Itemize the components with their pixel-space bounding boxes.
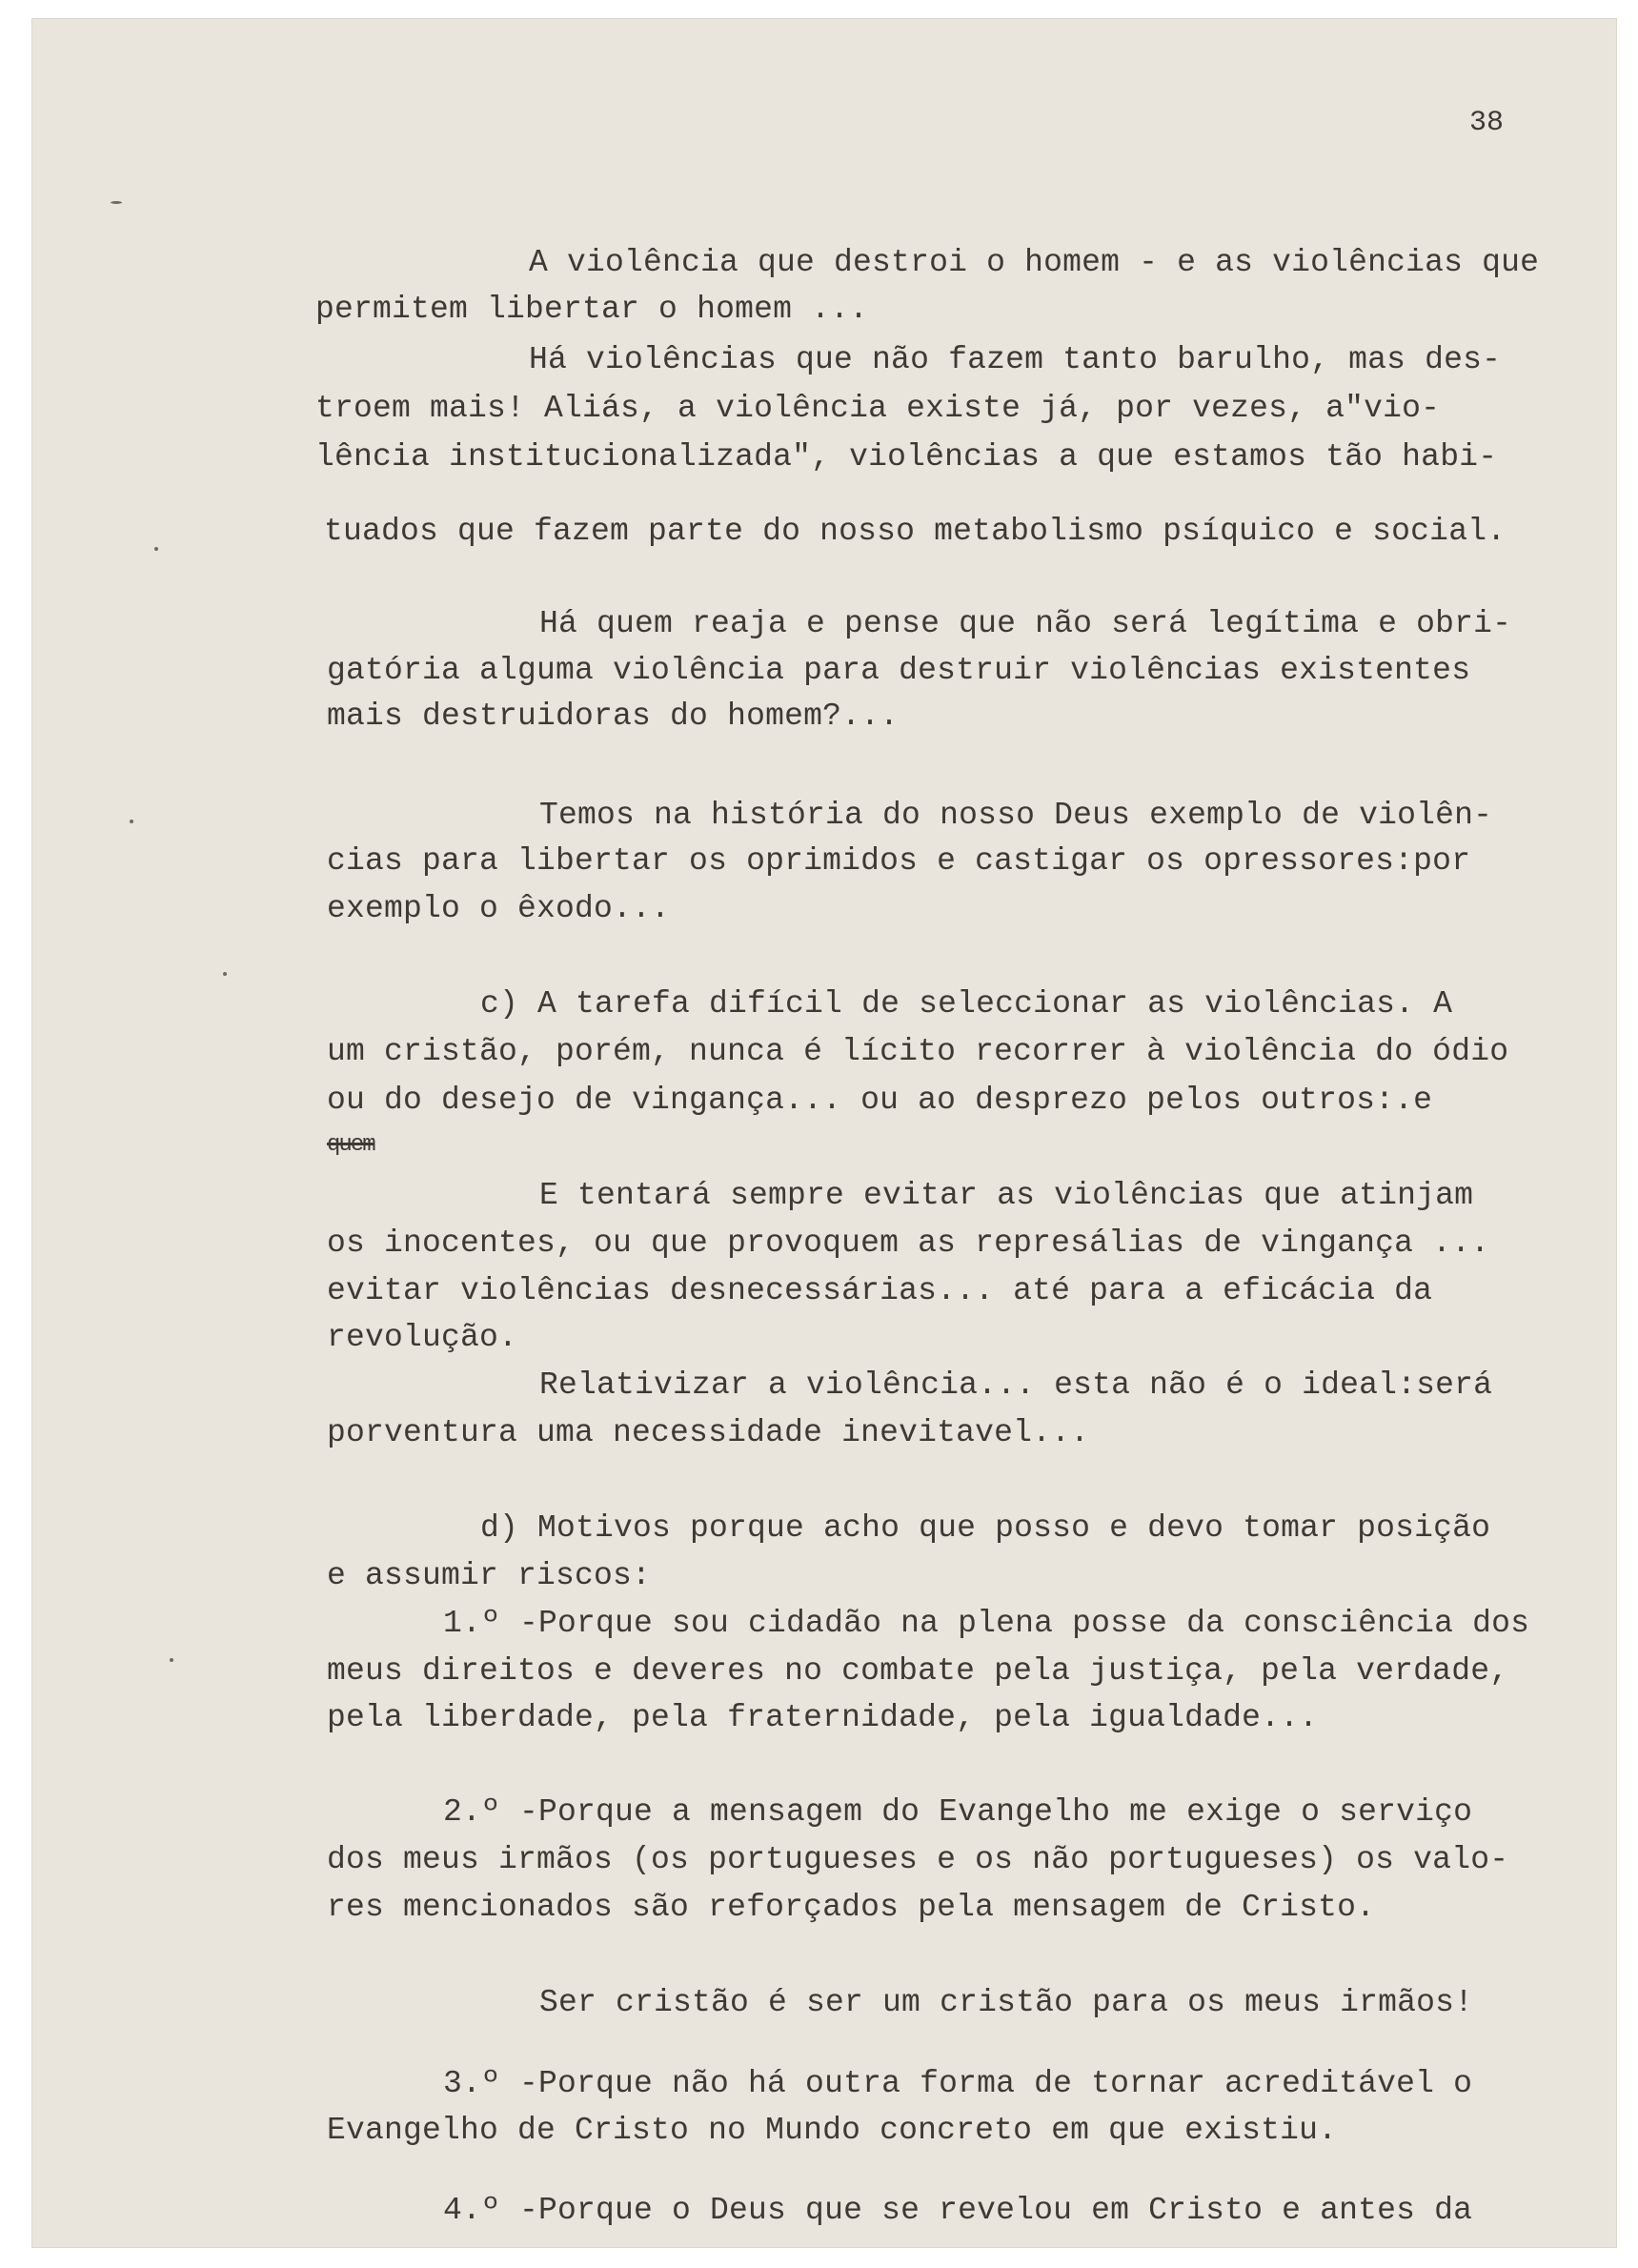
text-line: Evangelho de Cristo no Mundo concreto em que existiu.	[327, 2113, 1338, 2148]
text-line: Há quem reaja e pense que não será legítima e obri-	[539, 606, 1512, 641]
struck-out-word: quem	[327, 1132, 374, 1158]
text-line: E tentará sempre evitar as violências que atinjam	[539, 1178, 1474, 1213]
paper-speck	[223, 972, 227, 976]
text-line: evitar violências desnecessárias... até para a eficácia da	[327, 1273, 1433, 1308]
text-line: dos meus irmãos (os portugueses e os não portugueses) os valo-	[327, 1842, 1509, 1877]
section-heading: c) A tarefa difícil de seleccionar as violências. A	[480, 986, 1453, 1022]
text-line: os inocentes, ou que provoquem as represálias de vingança ...	[327, 1225, 1490, 1261]
text-line: porventura uma necessidade inevitavel...	[327, 1415, 1090, 1450]
page-number: 38	[1469, 107, 1505, 139]
text-line: Relativizar a violência... esta não é o ideal:será	[539, 1367, 1493, 1403]
text-line: um cristão, porém, nunca é lícito recorrer à violência do ódio	[327, 1034, 1509, 1069]
section-heading: d) Motivos porque acho que posso e devo tomar posição	[480, 1510, 1491, 1546]
text-line: tuados que fazem parte do nosso metabolismo psíquico e social.	[324, 514, 1507, 549]
text-line: e assumir riscos:	[327, 1558, 652, 1593]
paper-speck	[111, 201, 122, 204]
text-line: permitem libertar o homem ...	[315, 292, 869, 327]
text-line: cias para libertar os oprimidos e castigar os opressores:por	[327, 843, 1471, 879]
text-line: Há violências que não fazem tanto barulho, mas des-	[529, 342, 1502, 377]
paper-speck	[154, 547, 158, 551]
text-line: Ser cristão é ser um cristão para os meus irmãos!	[539, 1985, 1474, 2020]
text-line: 3.º -Porque não há outra forma de tornar acreditável o	[443, 2066, 1473, 2101]
text-line: 4.º -Porque o Deus que se revelou em Cristo e antes da	[443, 2193, 1473, 2228]
paper-speck	[130, 820, 133, 823]
text-line: Temos na história do nosso Deus exemplo de violên-	[539, 798, 1493, 833]
text-line: ou do desejo de vingança... ou ao desprezo pelos outros:.e	[327, 1083, 1433, 1118]
text-line: gatória alguma violência para destruir violências existentes	[327, 653, 1471, 688]
paper-speck	[170, 1658, 173, 1662]
text-line: troem mais! Aliás, a violência existe já, por vezes, a"vio-	[315, 391, 1441, 426]
text-line: lência institucionalizada", violências a que estamos tão habi-	[315, 439, 1498, 475]
text-line: exemplo o êxodo...	[327, 891, 671, 926]
text-line: pela liberdade, pela fraternidade, pela igualdade...	[327, 1700, 1319, 1735]
text-line: 2.º -Porque a mensagem do Evangelho me exige o serviço	[443, 1794, 1473, 1830]
text-line: 1.º -Porque sou cidadão na plena posse da consciência dos	[443, 1606, 1530, 1641]
text-line: mais destruidoras do homem?...	[327, 699, 900, 734]
text-line: revolução.	[327, 1320, 518, 1355]
text-line: meus direitos e deveres no combate pela justiça, pela verdade,	[327, 1653, 1509, 1689]
typed-page	[32, 19, 1616, 2247]
text-line: res mencionados são reforçados pela mensagem de Cristo.	[327, 1890, 1376, 1925]
text-line: A violência que destroi o homem - e as violências que	[529, 245, 1540, 280]
